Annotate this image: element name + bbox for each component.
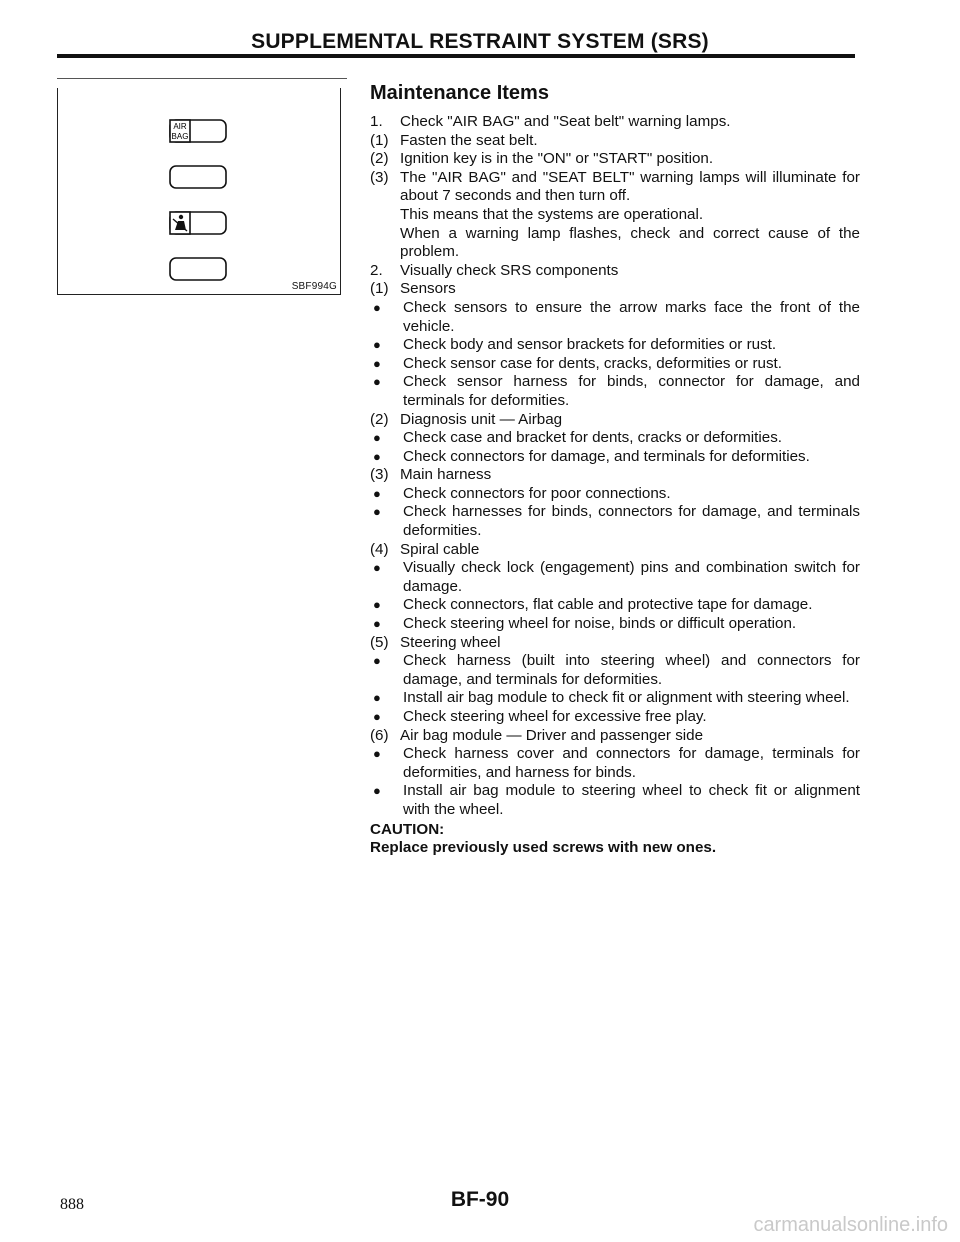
item-text: The "AIR BAG" and "SEAT BELT" warning lamps will illuminate for about 7 seconds and then turn off. [400,168,860,205]
bullet-icon: ● [373,299,381,315]
bullet-icon: ● [373,746,381,762]
bullet-icon: ● [373,448,381,464]
list-item [370,225,860,262]
list-item [370,485,860,504]
item-text: This means that the systems are operational. [400,205,704,223]
list-item [370,689,860,708]
item-marker: (6) [370,726,389,744]
bullet-icon: ● [373,783,381,799]
caution-text: Replace previously used screws with new ones. [370,839,717,857]
bullet-icon: ● [373,690,381,706]
bullet-icon: ● [373,560,381,576]
item-text: Check case and bracket for dents, cracks or deformities. [403,429,783,447]
air-bag-icon-label-bottom: BAG [171,132,189,141]
figure-top-rule [57,78,347,79]
list-item [370,373,860,410]
item-marker: (1) [370,280,389,298]
lamp-off-icon [169,164,229,190]
item-text: Check sensors to ensure the arrow marks face the front of the vehicle. [403,298,860,335]
lamp-off-icon [169,256,229,282]
list-item [370,466,860,485]
item-text: Check harness (built into steering wheel) and connectors for damage, and terminals for deformities. [403,652,860,688]
item-marker: (1) [370,131,389,149]
bullet-icon: ● [373,355,381,371]
list-item [370,429,860,448]
item-text: Fasten the seat belt. [400,131,538,149]
item-text: Air bag module — Driver and passenger side [400,726,704,744]
figure-code: SBF994G [291,281,337,292]
list-item [370,652,860,689]
item-text: Check harness cover and connectors for damage, terminals for deformities, and harness for binds. [403,745,860,781]
bullet-icon: ● [373,616,381,632]
item-text: Install air bag module to steering wheel to check fit or alignment with the wheel. [403,782,860,818]
item-marker: 2. [370,261,383,279]
item-text: Check steering wheel for noise, binds or difficult operation. [403,615,797,633]
list-item [370,596,860,615]
item-marker: (2) [370,410,389,428]
item-text: Main harness [400,466,492,484]
list-item [370,727,860,746]
item-marker: 1. [370,113,383,130]
list-item [370,782,860,819]
list-item [370,448,860,467]
list-item [370,745,860,782]
list-item [370,336,860,355]
air-bag-icon-label-top: AIR [173,122,187,131]
bullet-icon: ● [373,504,381,520]
list-item [370,206,860,225]
item-text: Check "AIR BAG" and "Seat belt" warning lamps. [400,113,731,130]
bullet-icon: ● [373,485,381,501]
item-marker [370,206,400,225]
bullet-icon: ● [373,374,381,390]
item-text: Check harnesses for binds, connectors for damage, and terminals deformities. [403,503,860,540]
list-item [370,169,860,206]
bullet-icon: ● [373,430,381,446]
list-item [370,355,860,374]
item-text: Ignition key is in the "ON" or "START" position. [400,150,714,168]
item-text: Visually check lock (engagement) pins and combination switch for damage. [403,559,860,595]
list-item [370,113,860,132]
list-item [370,262,860,281]
item-text: Visually check SRS components [400,261,619,279]
page-code: BF-90 [450,1188,510,1211]
caution-label: CAUTION: [370,820,445,838]
item-text: Check steering wheel for excessive free play. [403,708,707,725]
item-text: Check connectors, flat cable and protective tape for damage. [403,596,813,614]
bullet-icon: ● [373,709,381,724]
section-heading: Maintenance Items [370,82,549,104]
item-marker [370,225,400,262]
list-item [370,541,860,560]
list-item [370,708,860,727]
list-item [370,150,860,169]
item-text: Check body and sensor brackets for deformities or rust. [403,336,777,354]
item-text: Sensors [400,280,456,298]
list-item [370,634,860,653]
header-rule [57,54,855,58]
maintenance-list [370,113,860,820]
item-marker: (4) [370,540,389,558]
item-text: Diagnosis unit — Airbag [400,410,563,428]
bullet-icon: ● [373,597,381,613]
item-text: Check sensor harness for binds, connector for damage, and terminals for deformities. [403,373,860,409]
page-title: SUPPLEMENTAL RESTRAINT SYSTEM (SRS) [251,30,709,53]
warning-lamp-figure [57,88,341,295]
air-bag-lamp-icon [169,118,229,144]
item-text: Check sensor case for dents, cracks, deformities or rust. [403,354,782,372]
list-item [370,411,860,430]
list-item [370,280,860,299]
bullet-icon: ● [373,653,381,669]
item-text: Steering wheel [400,633,501,651]
item-text: When a warning lamp flashes, check and correct cause of the problem. [400,224,860,261]
item-marker: (3) [370,466,389,484]
list-item [370,132,860,151]
list-item [370,615,860,634]
list-item [370,299,860,336]
list-item [370,503,860,540]
bullet-icon: ● [373,337,381,353]
list-item [370,559,860,596]
item-marker: (2) [370,150,389,168]
item-text: Spiral cable [400,540,480,558]
item-marker: (3) [370,168,389,186]
watermark: carmanualsonline.info [753,1214,948,1236]
item-marker: (5) [370,633,389,651]
item-text: Check connectors for damage, and terminals for deformities. [403,447,810,465]
item-text: Check connectors for poor connections. [403,484,671,502]
page-number: 888 [60,1196,84,1213]
item-text: Install air bag module to check fit or alignment with steering wheel. [403,689,850,707]
maintenance-content [370,80,860,858]
seat-belt-lamp-icon [169,210,229,236]
